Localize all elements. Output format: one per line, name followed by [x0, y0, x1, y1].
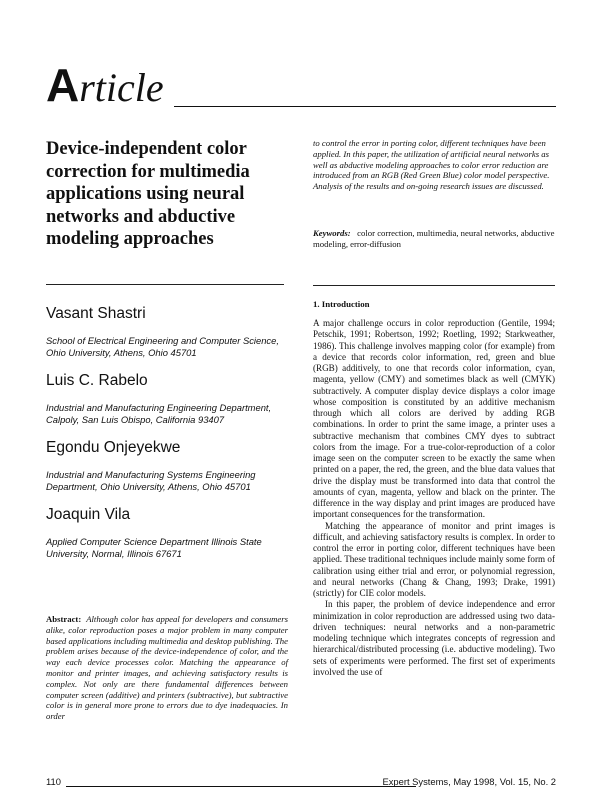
- author-affiliation: School of Electrical Engineering and Computer Science, Ohio University, Athens, Ohio 45701: [46, 335, 279, 358]
- author-affiliation: Industrial and Manufacturing Systems Engineering Department, Ohio University, Athens, Ohio 45701: [46, 469, 256, 492]
- keywords: [313, 228, 555, 250]
- introduction-body: [313, 318, 555, 678]
- keywords-label: Keywords:: [313, 228, 351, 238]
- abstract-label: Abstract:: [46, 614, 82, 624]
- footer-rule: [66, 786, 416, 787]
- body-paragraph: A major challenge occurs in color reproduction (Gentile, 1994; Petschik, 1991; Robertson, 1992; Roetling, 1992; Starkweather, 1986). This challenge involves mapping color (for example) from a device that records color information, red, green and blue (RGB) additively, to one that records color information, cyan, magenta, yellow (CMY) and sometimes black as well (CMYK) subtractively. A computer display device displays a color image whose composition is constituted by an additive mechanism through which all colors are derived by adding RGB combinations. In order to print the same image, a printer uses a subtractive mechanism that combines CMY dyes to subtract colors from the image. For a true-color-reproduction of a color image seen on the computer screen to be exactly the same when printed on a paper, the red, the green, and the blue data values that drive the display must be transformed into data that control the amounts of cyan, magenta, yellow and black on the printer. The difference in the way display and print images are produced have important consequences for the transformation.: [313, 318, 555, 520]
- article-header: [46, 59, 556, 122]
- header-initial: A: [46, 59, 80, 111]
- body-paragraph: Matching the appearance of monitor and print images is difficult, and achieving satisfactory results is complex. In order to control the error in porting color, different techniques have been applied. These traditional techniques include mainly some form of calibration using either trial and error, or polynomial regression, and neural networks (Chang & Chang, 1993; Drake, 1991) (strictly) for CIE color models.: [313, 520, 555, 598]
- header-rule: [174, 106, 556, 107]
- keywords-divider: [313, 285, 555, 286]
- article-header-word: [46, 59, 164, 111]
- author-block: [46, 371, 290, 426]
- section-heading: 1. Introduction: [313, 299, 370, 309]
- body-paragraph: In this paper, the problem of device independence and error minimization in color reproduction are addressed using two data-driven techniques: neural networks and a non-parametric modeling technique which integrates concepts of regression and hierarchical/distributed processing (i.e. abductive modeling). Two sets of experiments were performed. The first set of experiments involved the use of: [313, 599, 555, 677]
- author-name: Luis C. Rabelo: [46, 372, 148, 389]
- author-block: [46, 438, 290, 493]
- author-block: [46, 505, 290, 560]
- journal-citation: Expert Systems, May 1998, Vol. 15, No. 2: [382, 776, 556, 787]
- page-number: 110: [46, 776, 61, 787]
- author-block: [46, 304, 290, 359]
- author-affiliation: Industrial and Manufacturing Engineering Department, Calpoly, San Luis Obispo, California 93407: [46, 402, 272, 425]
- author-name: Vasant Shastri: [46, 305, 146, 322]
- abstract-text: Although color has appeal for developers and consumers alike, color reproduction poses a major problem in many computer based applications including multimedia and desktop publishing. The problem arises because of the device-independence of color, and the way each device processes color. Matching the appearance of monitor and printer images, and achieving satisfactory results is complex. Not only are there fundamental differences between computer screen (additive) and printers (subtractive), but subtractive color is in general more prone to errors due to dye inadequacies. In order: [46, 614, 288, 722]
- title-divider: [46, 284, 284, 285]
- author-list: [46, 304, 290, 572]
- abstract: [46, 614, 288, 722]
- article-title: Device-independent color correction for multimedia applications using neural networks and abductive modeling approaches: [46, 139, 250, 250]
- author-affiliation: Applied Computer Science Department Illinois State University, Normal, Illinois 67671: [46, 536, 262, 559]
- page-footer: [46, 776, 556, 788]
- author-name: Joaquin Vila: [46, 506, 131, 523]
- author-name: Egondu Onjeyekwe: [46, 439, 181, 456]
- keywords-text: color correction, multimedia, neural networks, abductive modeling, error-diffusion: [313, 228, 555, 249]
- abstract-continued: to control the error in porting color, different techniques have been applied. In this paper, the utilization of artificial neural networks as well as abductive modeling approaches to color error reduction are introduced from an RGB (Red Green Blue) color model perspective. Analysis of the results and on-going research issues are discussed.: [313, 138, 550, 192]
- header-rest: rticle: [79, 65, 164, 110]
